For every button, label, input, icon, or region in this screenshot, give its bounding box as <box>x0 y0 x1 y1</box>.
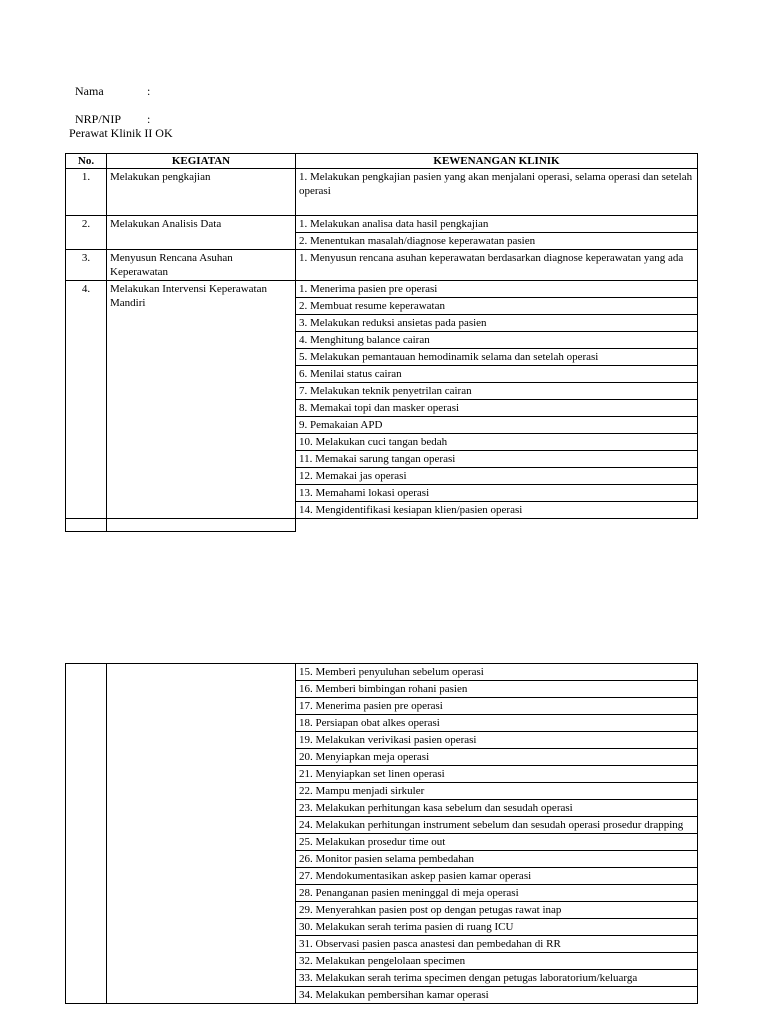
kewenangan-item: 1. Melakukan pengkajian pasien yang akan menjalani operasi, selama operasi dan setelah operasi <box>296 169 698 216</box>
kewenangan-item: 20. Menyiapkan meja operasi <box>296 749 698 766</box>
table-row <box>66 664 698 681</box>
kewenangan-item: 32. Melakukan pengelolaan specimen <box>296 953 698 970</box>
col-header-kegiatan: KEGIATAN <box>107 154 296 169</box>
kewenangan-item: 4. Menghitung balance cairan <box>296 332 698 349</box>
kegiatan-cell: Melakukan Analisis Data <box>107 216 296 250</box>
kewenangan-item: 34. Melakukan pembersihan kamar operasi <box>296 987 698 1004</box>
nrp-label: NRP/NIP <box>75 112 122 126</box>
kewenangan-item: 9. Pemakaian APD <box>296 417 698 434</box>
kewenangan-item: 1. Menyusun rencana asuhan keperawatan berdasarkan diagnose keperawatan yang ada <box>296 250 698 281</box>
table-row <box>66 281 698 298</box>
kewenangan-item: 24. Melakukan perhitungan instrument sebelum dan sesudah operasi prosedur drapping <box>296 817 698 834</box>
kegiatan-cell-empty <box>107 664 296 1004</box>
kewenangan-item: 8. Memakai topi dan masker operasi <box>296 400 698 417</box>
row-number-empty <box>66 664 107 1004</box>
kewenangan-item: 16. Memberi bimbingan rohani pasien <box>296 681 698 698</box>
continued-table <box>65 663 698 1004</box>
kewenangan-item: 2. Membuat resume keperawatan <box>296 298 698 315</box>
kegiatan-cell: Menyusun Rencana Asuhan Keperawatan <box>107 250 296 281</box>
col-header-kewenangan: KEWENANGAN KLINIK <box>296 154 698 169</box>
kegiatan-cell: Melakukan pengkajian <box>107 169 296 216</box>
empty-cell <box>66 519 107 532</box>
continued-table-body <box>66 664 698 1004</box>
kewenangan-item: 17. Menerima pasien pre operasi <box>296 698 698 715</box>
kewenangan-item: 11. Memakai sarung tangan operasi <box>296 451 698 468</box>
row-number: 4. <box>66 281 107 519</box>
table-row <box>66 250 698 281</box>
kewenangan-item: 1. Menerima pasien pre operasi <box>296 281 698 298</box>
table-row <box>66 169 698 216</box>
kewenangan-item: 3. Melakukan reduksi ansietas pada pasien <box>296 315 698 332</box>
kewenangan-item: 30. Melakukan serah terima pasien di ruang ICU <box>296 919 698 936</box>
kewenangan-item: 1. Melakukan analisa data hasil pengkajian <box>296 216 698 233</box>
field-nrp <box>69 98 150 126</box>
kewenangan-item: 7. Melakukan teknik penyetrilan cairan <box>296 383 698 400</box>
kewenangan-item: 6. Menilai status cairan <box>296 366 698 383</box>
kewenangan-table <box>65 153 698 532</box>
kewenangan-item: 12. Memakai jas operasi <box>296 468 698 485</box>
kewenangan-item: 14. Mengidentifikasi kesiapan klien/pasien operasi <box>296 502 698 519</box>
nrp-separator: : <box>147 112 151 126</box>
kewenangan-item: 26. Monitor pasien selama pembedahan <box>296 851 698 868</box>
kewenangan-item: 22. Mampu menjadi sirkuler <box>296 783 698 800</box>
field-nama <box>69 70 150 98</box>
kegiatan-cell: Melakukan Intervensi Keperawatan Mandiri <box>107 281 296 519</box>
kewenangan-item: 15. Memberi penyuluhan sebelum operasi <box>296 664 698 681</box>
kewenangan-item: 25. Melakukan prosedur time out <box>296 834 698 851</box>
kewenangan-item: 13. Memahami lokasi operasi <box>296 485 698 502</box>
table-header-row <box>66 154 698 169</box>
row-number: 3. <box>66 250 107 281</box>
kewenangan-item: 29. Menyerahkan pasien post op dengan petugas rawat inap <box>296 902 698 919</box>
kewenangan-item: 21. Menyiapkan set linen operasi <box>296 766 698 783</box>
kewenangan-item: 28. Penanganan pasien meninggal di meja operasi <box>296 885 698 902</box>
table-body <box>66 169 698 532</box>
kewenangan-item: 10. Melakukan cuci tangan bedah <box>296 434 698 451</box>
empty-cell <box>107 519 296 532</box>
document-title: Perawat Klinik II OK <box>69 126 173 140</box>
row-number: 1. <box>66 169 107 216</box>
table-row-empty <box>66 519 698 532</box>
kewenangan-item: 2. Menentukan masalah/diagnose keperawatan pasien <box>296 233 698 250</box>
kewenangan-item: 18. Persiapan obat alkes operasi <box>296 715 698 732</box>
kewenangan-item: 23. Melakukan perhitungan kasa sebelum dan sesudah operasi <box>296 800 698 817</box>
kewenangan-item: 5. Melakukan pemantauan hemodinamik selama dan setelah operasi <box>296 349 698 366</box>
kewenangan-item: 27. Mendokumentasikan askep pasien kamar operasi <box>296 868 698 885</box>
kewenangan-item: 19. Melakukan verivikasi pasien operasi <box>296 732 698 749</box>
kewenangan-item: 33. Melakukan serah terima specimen dengan petugas laboratorium/keluarga <box>296 970 698 987</box>
empty-cell <box>296 519 698 532</box>
table-row <box>66 216 698 233</box>
nama-label: Nama <box>75 84 104 98</box>
kewenangan-item: 31. Observasi pasien pasca anastesi dan pembedahan di RR <box>296 936 698 953</box>
nama-separator: : <box>147 84 151 98</box>
row-number: 2. <box>66 216 107 250</box>
col-header-no: No. <box>66 154 107 169</box>
